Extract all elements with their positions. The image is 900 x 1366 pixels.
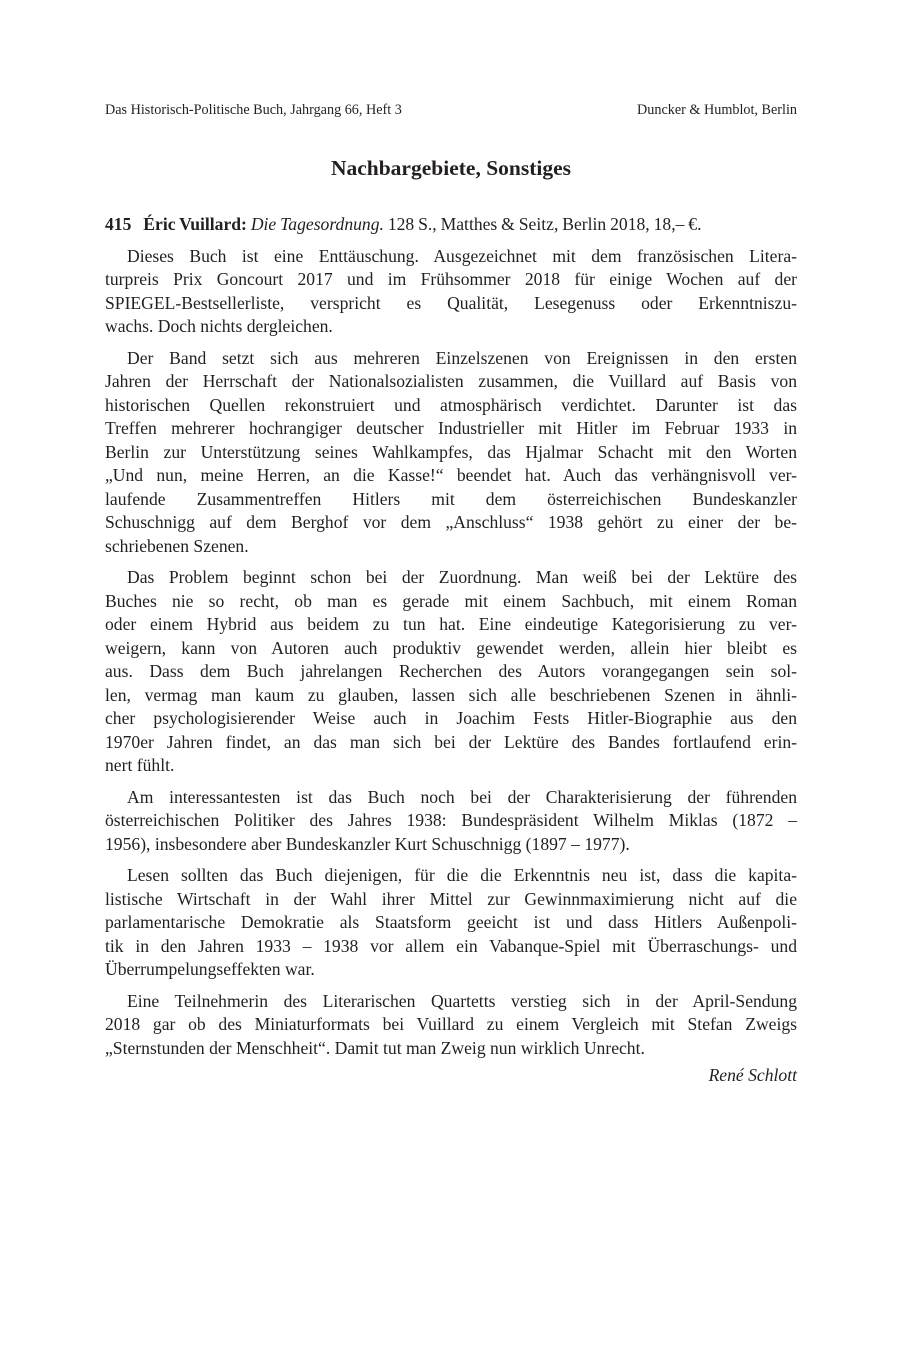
journal-info: Das Historisch-Politische Buch, Jahrgang 66, Heft 3 bbox=[105, 102, 402, 118]
paragraph-line: Berlin zur Unterstützung seines Wahlkampfes, das Hjalmar Schacht mit den Worten bbox=[105, 441, 797, 462]
paragraph-line: cher psychologisierender Weise auch in Joachim Fests Hitler-Biographie aus den bbox=[105, 708, 797, 728]
review-paragraph bbox=[105, 864, 797, 982]
paragraph-line: len, vermag man kaum zu glauben, lassen sich alle beschriebenen Szenen in ähnli- bbox=[105, 684, 797, 705]
review-paragraph bbox=[105, 245, 797, 339]
paragraph-line: Das Problem beginnt schon bei der Zuordnung. Man weiß bei der Lektüre des bbox=[127, 567, 797, 587]
running-head bbox=[105, 101, 797, 119]
paragraph-line: Schuschnigg auf dem Berghof vor dem „Anschluss“ 1938 gehört zu einer der be- bbox=[105, 512, 797, 532]
paragraph-line: listische Wirtschaft in der Wahl ihrer Mittel zur Gewinnmaximierung nicht auf die bbox=[105, 888, 797, 909]
paragraph-line: tik in den Jahren 1933 – 1938 vor allem ein Vabanque-Spiel mit Überraschungs- und bbox=[105, 935, 797, 956]
paragraph-line: Am interessantesten ist das Buch noch bei der Charakterisierung der führenden bbox=[127, 786, 797, 807]
paragraph-line: 1956), insbesondere aber Bundeskanzler Kurt Schuschnigg (1897 – 1977). bbox=[105, 833, 630, 854]
paragraph-line: Buches nie so recht, ob man es gerade mit einem Sachbuch, mit einem Roman bbox=[105, 590, 797, 611]
paragraph-line: parlamentarische Demokratie als Staatsform geeicht ist und dass Hitlers Außenpoli- bbox=[105, 912, 797, 932]
paragraph-line: Eine Teilnehmerin des Literarischen Quartetts verstieg sich in der April-Sendung bbox=[127, 990, 797, 1011]
paragraph-line: „Und nun, meine Herren, an die Kasse!“ beendet hat. Auch das verhängnisvoll ver- bbox=[105, 465, 797, 485]
entry-publication-details: 128 S., Matthes & Seitz, Berlin 2018, 18,– €. bbox=[387, 214, 702, 234]
paragraph-line: aus. Dass dem Buch jahrelangen Recherchen des Autors vorangegangen sein sol- bbox=[105, 661, 797, 681]
review-paragraph bbox=[105, 786, 797, 857]
paragraph-line: weigern, kann von Autoren auch produktiv gewendet werden, allein hier bleibt es bbox=[105, 637, 797, 658]
paragraph-line: 2018 gar ob des Miniaturformats bei Vuillard zu einem Vergleich mit Stefan Zweigs bbox=[105, 1014, 797, 1034]
paragraph-line: laufende Zusammentreffen Hitlers mit dem österreichischen Bundeskanzler bbox=[105, 488, 797, 509]
paragraph-line: Lesen sollten das Buch diejenigen, für die die Erkenntnis neu ist, dass die kapita- bbox=[127, 865, 797, 885]
review-paragraph bbox=[105, 990, 797, 1061]
paragraph-line: historischen Quellen rekonstruiert und atmosphärisch verdichtet. Darunter ist das bbox=[105, 394, 797, 415]
review-paragraph bbox=[105, 566, 797, 778]
paragraph-line: Dieses Buch ist eine Enttäuschung. Ausgezeichnet mit dem französischen Litera- bbox=[127, 245, 797, 266]
entry-heading bbox=[105, 213, 797, 237]
paragraph-line: nert fühlt. bbox=[105, 755, 175, 775]
section-title: Nachbargebiete, Sonstiges bbox=[330, 156, 572, 180]
entry-author: Éric Vuillard: bbox=[143, 214, 247, 234]
paragraph-line: wachs. Doch nichts dergleichen. bbox=[105, 316, 333, 336]
paragraph-line: österreichischen Politiker des Jahres 1938: Bundespräsident Wilhelm Miklas (1872 – bbox=[105, 810, 797, 830]
paragraph-line: oder einem Hybrid aus beidem zu tun hat. Eine eindeutige Kategorisierung zu ver- bbox=[105, 614, 797, 634]
reviewer-name: René Schlott bbox=[708, 1065, 797, 1085]
paragraph-line: „Sternstunden der Menschheit“. Damit tut man Zweig nun wirklich Unrecht. bbox=[105, 1037, 645, 1058]
paragraph-line: SPIEGEL-Bestsellerliste, verspricht es Qualität, Lesegenuss oder Erkenntniszu- bbox=[105, 292, 797, 313]
review-paragraph bbox=[105, 347, 797, 559]
paragraph-line: Jahren der Herrschaft der Nationalsozialisten zusammen, die Vuillard auf Basis von bbox=[105, 371, 797, 391]
publisher-info: Duncker & Humblot, Berlin bbox=[637, 102, 797, 118]
entry-book-title: Die Tagesordnung. bbox=[250, 214, 384, 234]
paragraph-line: Überrumpelungseffekten war. bbox=[105, 959, 315, 979]
review-entry bbox=[105, 213, 797, 1088]
review-body bbox=[105, 245, 797, 1061]
entry-number: 415 bbox=[105, 214, 132, 234]
paragraph-line: Der Band setzt sich aus mehreren Einzelszenen von Ereignissen in den ersten bbox=[127, 347, 797, 368]
paragraph-line: turpreis Prix Goncourt 2017 und im Frühsommer 2018 für einige Wochen auf der bbox=[105, 269, 797, 289]
paragraph-line: 1970er Jahren findet, an das man sich bei der Lektüre des Bandes fortlaufend erin- bbox=[105, 731, 797, 752]
paragraph-line: schriebenen Szenen. bbox=[105, 535, 249, 556]
paragraph-line: Treffen mehrerer hochrangiger deutscher Industrieller mit Hitler im Februar 1933 in bbox=[105, 418, 797, 438]
